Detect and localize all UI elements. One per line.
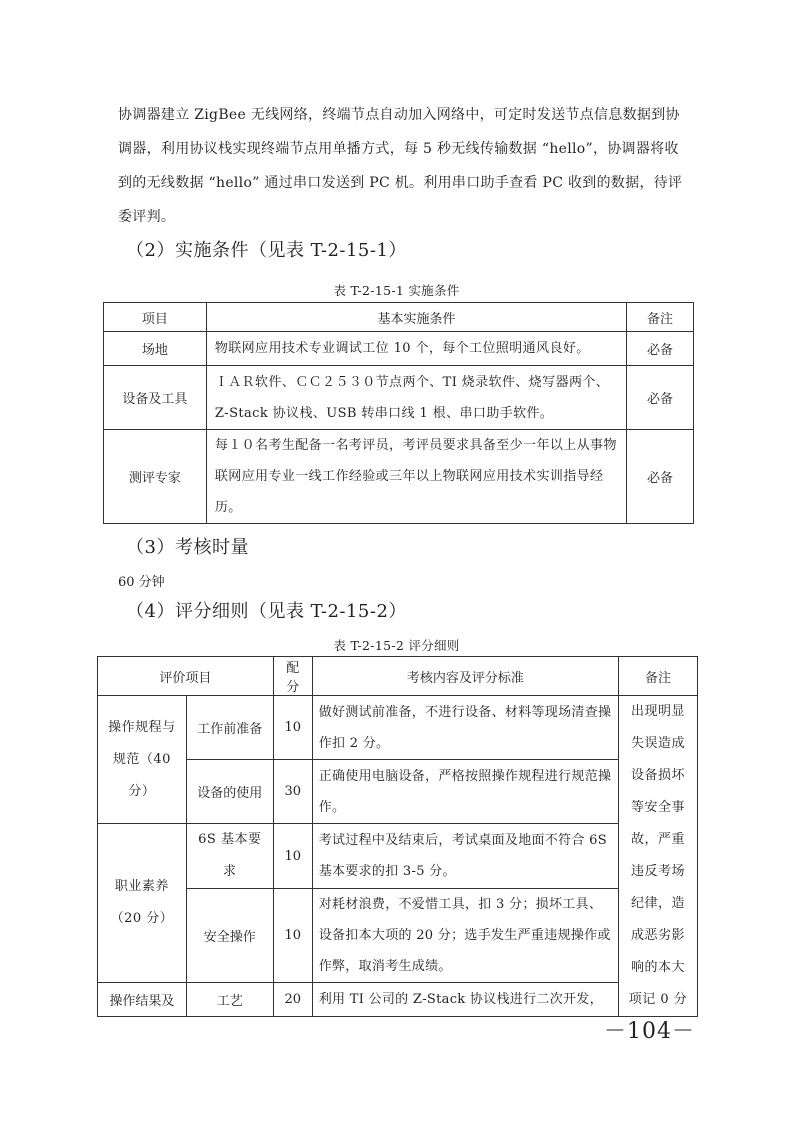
header-note: 备注 <box>619 657 698 696</box>
criteria: 利用 TI 公司的 Z-Stack 协议栈进行二次开发， <box>312 983 618 1017</box>
sub-item: 安全操作 <box>186 889 273 983</box>
section-2-heading: （2）实施条件（见表 T-2-15-1） <box>126 240 407 261</box>
sub-item: 工艺 <box>186 983 273 1017</box>
sub-item: 设备的使用 <box>186 760 273 824</box>
group-name: 职业素养（20 分） <box>98 824 187 983</box>
table-row <box>98 983 698 1017</box>
row-note: 必备 <box>627 430 694 524</box>
row-item: 设备及工具 <box>104 366 207 430</box>
score: 10 <box>273 824 312 889</box>
header-condition: 基本实施条件 <box>206 303 626 332</box>
header-evaluation-item: 评价项目 <box>98 657 274 696</box>
row-item: 测评专家 <box>104 430 207 524</box>
criteria: 对耗材浪费，不爱惜工具，扣 3 分；损坏工具、设备扣本大项的 20 分；选手发生严重违规操作或作弊，取消考生成绩。 <box>312 889 618 983</box>
row-condition: 物联网应用技术专业调试工位 10 个，每个工位照明通风良好。 <box>206 332 626 366</box>
sub-item: 6S 基本要求 <box>186 824 273 889</box>
group-name: 操作结果及 <box>98 983 187 1017</box>
table-row <box>98 696 698 760</box>
score: 10 <box>273 889 312 983</box>
header-note: 备注 <box>627 303 694 332</box>
table-row <box>98 760 698 824</box>
criteria: 做好测试前准备，不进行设备、材料等现场清查操作扣 2 分。 <box>312 696 618 760</box>
table-2-caption: 表 T-2-15-2 评分细则 <box>333 638 460 653</box>
table-row <box>104 332 694 366</box>
row-note: 必备 <box>627 332 694 366</box>
score: 10 <box>273 696 312 760</box>
header-score: 配分 <box>273 657 312 696</box>
scoring-table <box>97 656 698 1017</box>
exam-duration: 60 分钟 <box>118 575 165 590</box>
table-row <box>98 824 698 889</box>
page-number: －104－ <box>604 1019 695 1044</box>
criteria: 正确使用电脑设备，严格按照操作规程进行规范操作。 <box>312 760 618 824</box>
header-item: 项目 <box>104 303 207 332</box>
row-condition: 每１０名考生配备一名考评员，考评员要求具备至少一年以上从事物联网应用专业一线工作经验或三年以上物联网应用技术实训指导经历。 <box>206 430 626 524</box>
table-1-caption: 表 T-2-15-1 实施条件 <box>333 283 460 298</box>
group-name: 操作规程与规范（40 分） <box>98 696 187 824</box>
row-note: 必备 <box>627 366 694 430</box>
section-4-heading: （4）评分细则（见表 T-2-15-2） <box>126 601 407 622</box>
header-criteria: 考核内容及评分标准 <box>312 657 618 696</box>
intro-paragraph: 协调器建立 ZigBee 无线网络，终端节点自动加入网络中，可定时发送节点信息数据到协调器，利用协议栈实现终端节点用单播方式，每 5 秒无线传输数据 “hello”，协调器将收到的无线数据 “hello” 通过串口发送到 PC 机。利用串口助手查看 PC 收到的数据，待评委评判。 <box>118 107 683 225</box>
remark: 出现明显失误造成设备损坏等安全事故，严重违反考场纪律，造成恶劣影响的本大项记 0 分 <box>619 696 698 1017</box>
section-3-heading: （3）考核时量 <box>126 537 249 558</box>
row-condition: ＩＡＲ软件、ＣＣ２５３０节点两个、TI 烧录软件、烧写器两个、Z-Stack 协议栈、USB 转串口线 1 根、串口助手软件。 <box>206 366 626 430</box>
sub-item: 工作前准备 <box>186 696 273 760</box>
table-row <box>104 430 694 524</box>
table-row <box>98 889 698 983</box>
score: 20 <box>273 983 312 1017</box>
score: 30 <box>273 760 312 824</box>
criteria: 考试过程中及结束后，考试桌面及地面不符合 6S 基本要求的扣 3-5 分。 <box>312 824 618 889</box>
row-item: 场地 <box>104 332 207 366</box>
conditions-table <box>103 302 694 524</box>
table-row <box>104 366 694 430</box>
